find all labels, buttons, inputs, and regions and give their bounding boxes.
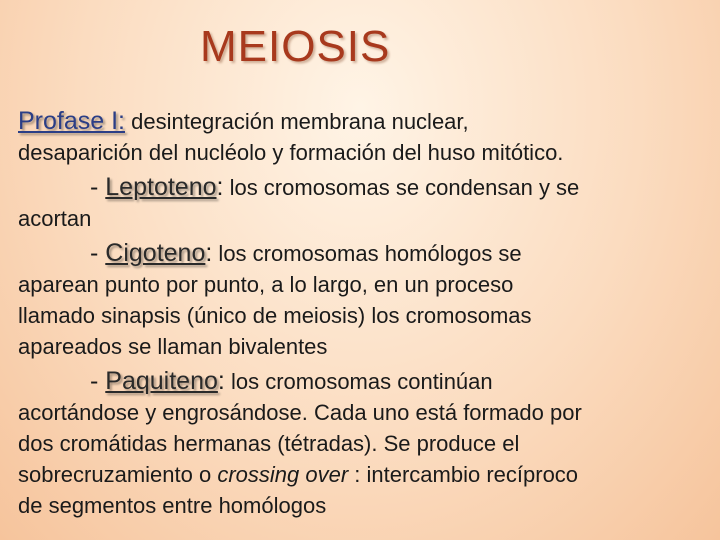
cigoteno-colon: :	[205, 239, 213, 267]
cigoteno-term: Cigoteno	[105, 239, 206, 267]
leptoteno-colon: :	[216, 173, 224, 201]
cigoteno-line-1	[18, 238, 708, 269]
leptoteno-dash: -	[90, 173, 106, 201]
profase-line-2: desaparición del nucléolo y formación del huso mitótico.	[18, 140, 564, 165]
leptoteno-term: Leptoteno	[105, 173, 217, 201]
paquiteno-text-4c: : intercambio recíproco	[348, 462, 579, 487]
paquiteno-line-1	[18, 366, 708, 397]
paquiteno-dash: -	[90, 367, 106, 395]
slide-title: MEIOSIS	[200, 22, 391, 71]
leptoteno-line-2: acortan	[18, 206, 92, 231]
leptoteno-line-1	[18, 172, 708, 203]
paquiteno-line-5: de segmentos entre homólogos	[18, 493, 327, 518]
cigoteno-line-4: apareados se llaman bivalentes	[18, 334, 328, 359]
paquiteno-text-1: los cromosomas continúan	[224, 369, 493, 394]
slide-content	[18, 106, 708, 521]
paquiteno-line-3: dos cromátidas hermanas (tétradas). Se produce el	[18, 431, 520, 456]
leptoteno-text-1: los cromosomas se condensan y se	[223, 175, 580, 200]
profase-line-1	[18, 106, 708, 137]
crossing-over-term: crossing over	[217, 462, 349, 487]
cigoteno-dash: -	[90, 239, 106, 267]
paquiteno-line-4	[18, 459, 708, 490]
profase-term: Profase I:	[18, 107, 125, 135]
profase-text-1: desintegración membrana nuclear,	[125, 109, 469, 134]
paquiteno-term: Paquiteno	[105, 367, 218, 395]
paquiteno-text-4a: sobrecruzamiento o	[18, 462, 218, 487]
paquiteno-colon: :	[217, 367, 225, 395]
paquiteno-line-2: acortándose y engrosándose. Cada uno está formado por	[18, 400, 582, 425]
cigoteno-line-2: aparean punto por punto, a lo largo, en un proceso	[18, 272, 514, 297]
cigoteno-text-1: los cromosomas homólogos se	[212, 241, 522, 266]
cigoteno-line-3: llamado sinapsis (único de meiosis) los cromosomas	[18, 303, 532, 328]
